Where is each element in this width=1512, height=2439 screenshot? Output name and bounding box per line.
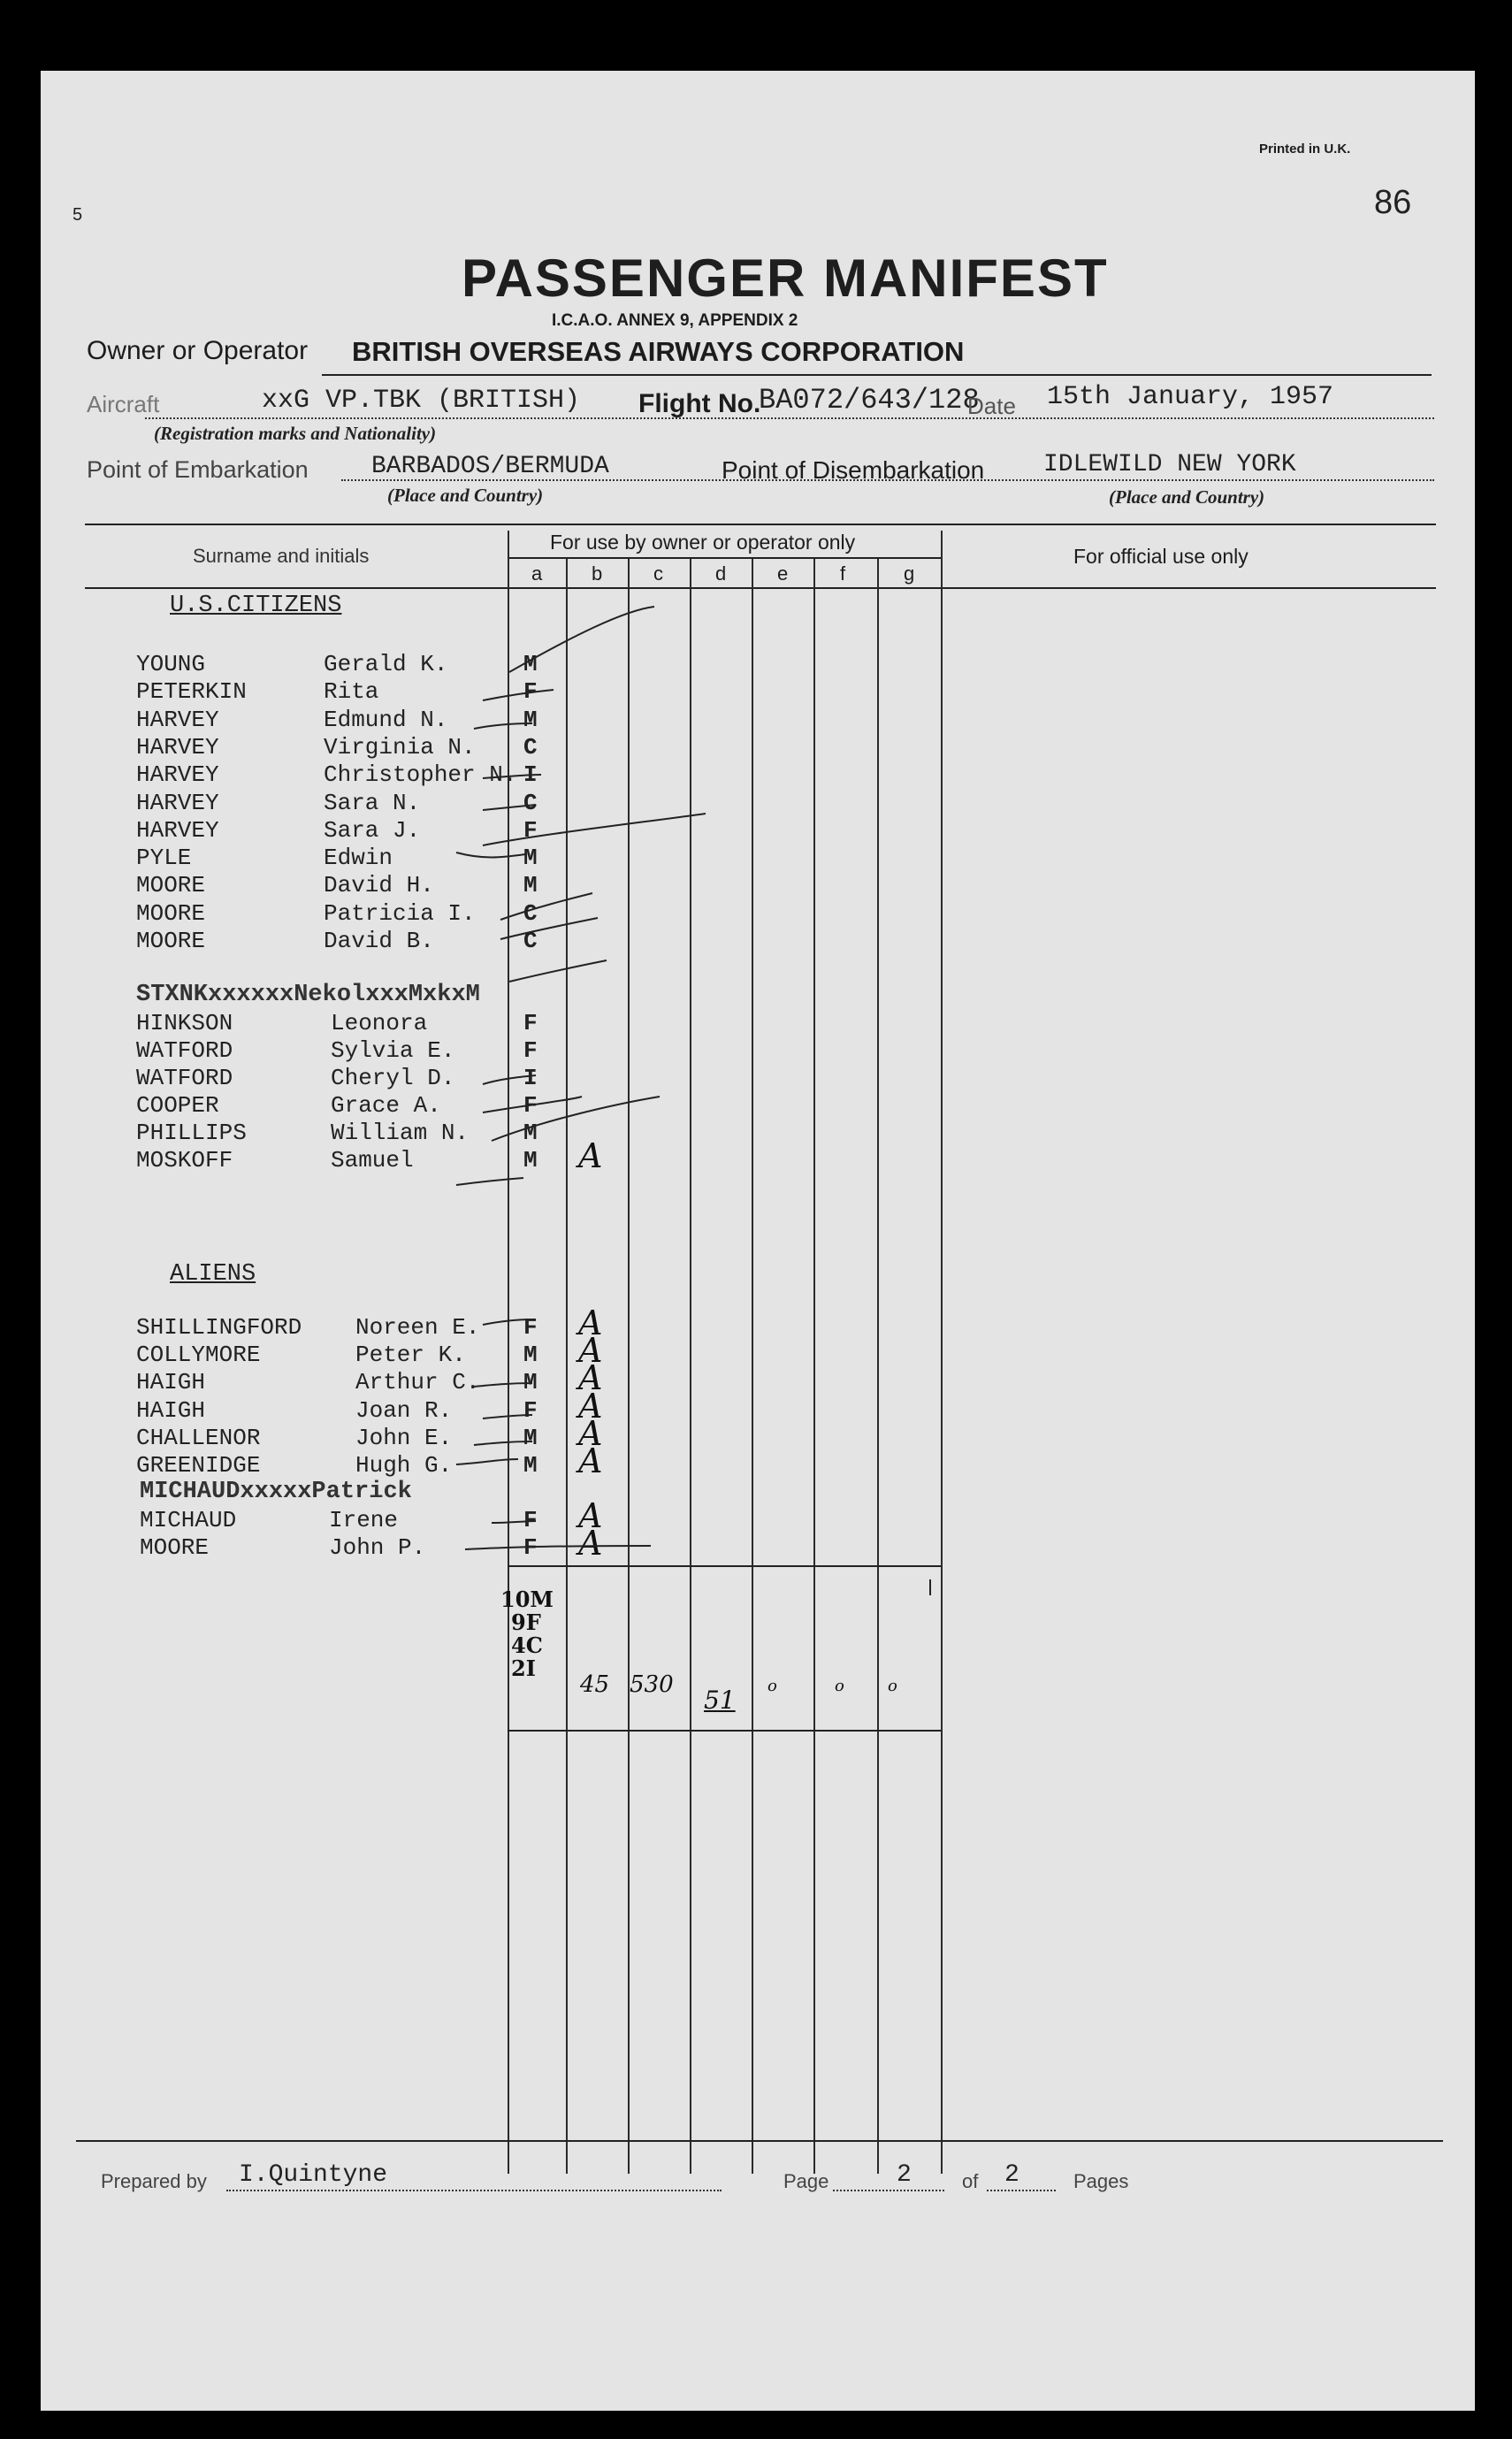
passenger-surname: HINKSON [136,1010,233,1036]
passenger-category-code: F [523,1037,538,1064]
passenger-category-code: F [523,1092,538,1119]
col-header-surname: Surname and initials [193,545,370,567]
of-label: of [962,2170,979,2192]
passenger-given-name: Leonora [331,1010,428,1036]
passenger-surname: MOSKOFF [136,1147,233,1174]
col-header-official: For official use only [1073,545,1249,568]
prepared-label: Prepared by [101,2170,207,2192]
passenger-given-name: Hugh G. [355,1452,453,1479]
col-letter-e: e [777,562,789,585]
margin-mark: 5 [73,205,83,225]
aircraft-caption: (Registration marks and Nationality) [154,423,437,444]
passenger-given-name: William N. [331,1120,470,1146]
passenger-given-name: Rita [324,678,379,706]
handwritten-mark: A [578,1524,603,1563]
total-a-item: 4C [511,1632,543,1658]
passenger-given-name: Samuel [331,1147,414,1174]
total-c: 530 [630,1671,674,1698]
passenger-given-name: Irene [329,1507,399,1533]
page-value: 2 [897,2161,912,2189]
passenger-surname: COLLYMORE [136,1342,261,1369]
passenger-surname: HARVEY [136,816,219,844]
footer-rule [76,2140,1443,2142]
passenger-category-code: M [523,872,538,899]
passenger-category-code: M [523,1147,538,1174]
passenger-given-name: Sara J. [324,816,421,844]
passenger-category-code: F [523,816,538,844]
passenger-category-code: C [523,789,538,816]
passenger-category-code: F [523,1010,538,1036]
passenger-category-code: F [523,1534,538,1561]
passenger-category-code: C [523,928,538,954]
aircraft-value: xxG VP.TBK (BRITISH) [262,386,581,416]
total-a-item: 2I [511,1655,536,1681]
passenger-category-code: M [523,1120,538,1146]
passenger-category-code: M [523,1369,538,1396]
prepared-value: I.Quintyne [239,2161,388,2189]
prepared-rule [226,2190,722,2191]
passenger-category-code: C [523,899,538,927]
passenger-given-name: Grace A. [331,1092,441,1119]
page-number-stamp: 86 [1374,184,1412,221]
handwritten-mark: A [578,1358,603,1398]
passenger-surname: HAIGH [136,1369,206,1396]
col-letter-c: c [653,562,663,585]
of-value: 2 [1004,2161,1019,2189]
col-letter-b: b [592,562,603,585]
passenger-surname: MOORE [140,1534,210,1561]
passenger-given-name: Joan R. [355,1396,453,1424]
handwritten-mark: A [578,1136,603,1175]
page-subtitle: I.C.A.O. ANNEX 9, APPENDIX 2 [552,311,798,330]
col-letter-d: d [715,562,727,585]
printed-in-note: Printed in U.K. [1259,141,1351,157]
passenger-category-code: M [523,1342,538,1369]
passenger-category-code: I [523,761,538,789]
passenger-surname: HARVEY [136,733,219,761]
handwritten-mark: A [578,1441,603,1480]
passenger-given-name: John P. [329,1534,426,1561]
struck-out-alien-entry: MICHAUDxxxxxPatrick [140,1479,412,1505]
flight-label: Flight No. [638,389,761,418]
date-value: 15th January, 1957 [1047,382,1334,412]
passenger-surname: HAIGH [136,1396,206,1424]
passenger-surname: COOPER [136,1092,219,1119]
passenger-given-name: Sylvia E. [331,1037,455,1064]
pages-label: Pages [1073,2170,1129,2192]
passenger-given-name: Peter K. [355,1342,466,1369]
passenger-surname: YOUNG [136,651,206,677]
section-aliens: ALIENS [170,1261,256,1288]
aircraft-label: Aircraft [87,391,160,417]
totals-bottom-rule [508,1730,941,1732]
manifest-sheet [41,71,1475,2411]
handwritten-mark: A [578,1331,603,1371]
passenger-surname: CHALLENOR [136,1424,261,1451]
passenger-given-name: Edmund N. [324,706,448,733]
passenger-category-code: F [523,1507,538,1533]
disembark-value: IDLEWILD NEW YORK [1043,451,1296,478]
passenger-surname: WATFORD [136,1037,233,1064]
handwritten-ticks [41,71,1475,2411]
embark-caption: (Place and Country) [387,485,544,506]
passenger-category-code: F [523,678,538,706]
owner-value: BRITISH OVERSEAS AIRWAYS CORPORATION [352,336,965,367]
passenger-surname: SHILLINGFORD [136,1314,302,1341]
flight-value: BA072/643/128 [759,384,980,417]
passenger-given-name: Noreen E. [355,1314,480,1341]
passenger-given-name: Gerald K. [324,651,448,677]
handwritten-mark: A [578,1413,603,1453]
passenger-surname: PETERKIN [136,678,247,706]
struck-out-entry: STXNKxxxxxxNekolxxxMxkxM [136,982,480,1008]
total-d: 51 [704,1686,736,1715]
passenger-given-name: David B. [324,928,434,954]
embark-label: Point of Embarkation [87,456,309,483]
date-label: Date [967,393,1016,419]
col-letter-g: g [904,562,915,585]
passenger-given-name: Sara N. [324,789,421,816]
total-f: o [835,1677,844,1695]
passenger-given-name: Virginia N. [324,733,476,761]
of-rule [987,2190,1056,2191]
total-a-item: 10M [500,1586,554,1612]
owner-label: Owner or Operator [87,336,309,365]
passenger-category-code: C [523,733,538,761]
passenger-category-code: M [523,651,538,677]
page-rule [833,2190,944,2191]
passenger-category-code: M [523,845,538,872]
passenger-surname: HARVEY [136,706,219,733]
handwritten-mark: A [578,1386,603,1426]
passenger-given-name: Patricia I. [324,899,476,927]
passenger-category-code: F [523,1314,538,1341]
passenger-surname: WATFORD [136,1065,233,1091]
col-letter-a: a [531,562,543,585]
passenger-given-name: David H. [324,872,434,899]
total-a-item: 9F [511,1609,541,1635]
disembark-caption: (Place and Country) [1109,486,1265,508]
handwritten-mark: A [578,1496,603,1535]
passenger-surname: HARVEY [136,761,219,789]
passenger-given-name: Edwin [324,845,393,872]
passenger-given-name: Christopher N. [324,761,517,789]
passenger-surname: PYLE [136,845,192,872]
page-label: Page [783,2170,829,2192]
passenger-given-name: John E. [355,1424,453,1451]
passenger-category-code: M [523,1424,538,1451]
passenger-surname: GREENIDGE [136,1452,261,1479]
section-us-citizens: U.S.CITIZENS [170,593,342,619]
passenger-surname: HARVEY [136,789,219,816]
handwritten-mark: A [578,1304,603,1342]
passenger-category-code: M [523,1452,538,1479]
passenger-category-code: F [523,1396,538,1424]
disembark-label: Point of Disembarkation [722,456,985,484]
passenger-category-code: I [523,1065,538,1091]
passenger-surname: MICHAUD [140,1507,237,1533]
passenger-given-name: Arthur C. [355,1369,480,1396]
embark-value: BARBADOS/BERMUDA [371,453,609,480]
total-e: o [767,1677,777,1695]
passenger-given-name: Cheryl D. [331,1065,455,1091]
passenger-surname: MOORE [136,899,206,927]
passenger-surname: MOORE [136,872,206,899]
total-g: o [888,1677,897,1695]
totals-top-rule [508,1565,941,1567]
passenger-surname: PHILLIPS [136,1120,247,1146]
passenger-surname: MOORE [136,928,206,954]
col-header-owner-use: For use by owner or operator only [550,531,856,554]
total-b: 45 [580,1671,610,1698]
col-letter-f: f [840,562,846,585]
passenger-category-code: M [523,706,538,733]
page-title: PASSENGER MANIFEST [462,248,1109,308]
